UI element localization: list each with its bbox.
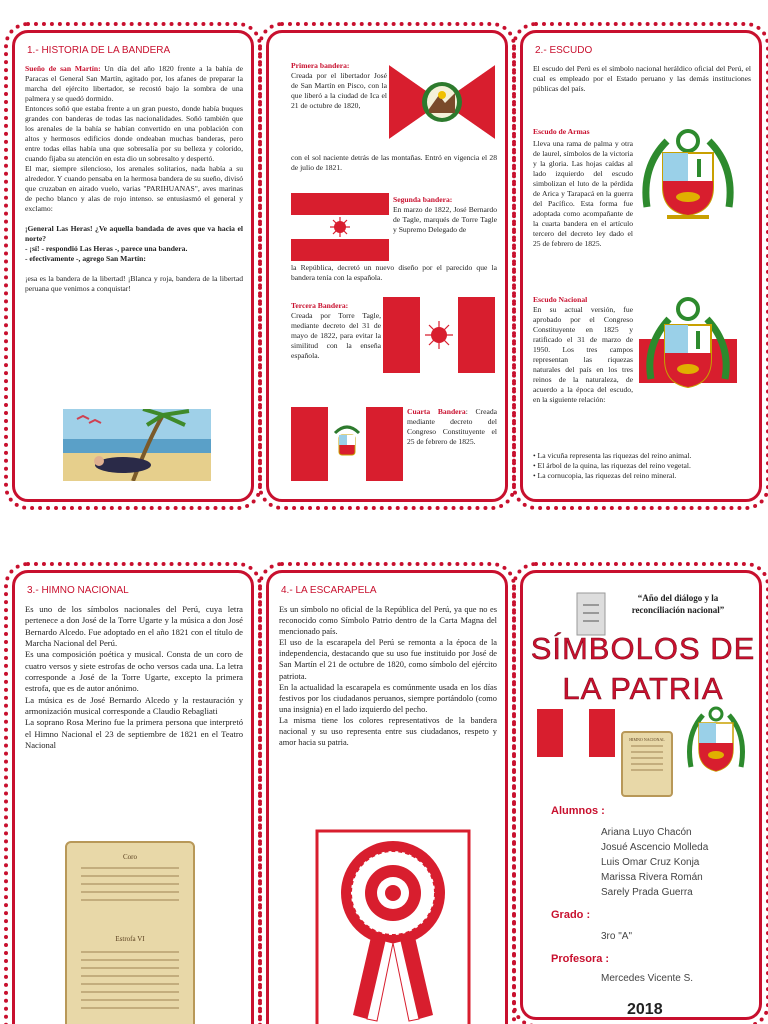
motto: “Año del diálogo y la reconciliación nacional”	[631, 593, 725, 615]
second-flag-image	[291, 193, 389, 261]
flag2-text	[393, 195, 497, 235]
profesora-value: Mercedes Vicente S.	[601, 973, 694, 984]
panel-banderas	[266, 30, 508, 502]
paragraph: Es uno de los símbolos nacionales del Perú, cuya letra pertenece a don José de la Torre Ugarte y la música a don José Bernardo Alcedo. Fue adoptado en el año 1821 con el título de Marcha Nacional del Perú.	[25, 604, 243, 649]
nacional-block	[533, 295, 633, 405]
coat-of-arms-small	[683, 705, 749, 777]
lead-label: Sueño de san Martín:	[25, 64, 101, 73]
armas-text	[533, 139, 633, 249]
alumnos-label: Alumnos :	[551, 805, 605, 817]
paragraph: En la actualidad la escarapela es comúnmente usada en los días festivos por los ciudadanos peruanos, siempre portándolo (como una insignia) en el lado izquierdo del pecho.	[279, 682, 497, 714]
flag1-text	[291, 61, 387, 111]
section-title: 2.- ESCUDO	[535, 45, 593, 56]
paragraph: Es una composición poética y musical. Consta de un coro de cuatro versos y siete estrofas de ocho versos cada una. La letra corresponde a José de la Torre Ugarte, excepto la primera estrofa, que es de autor anónimo.	[25, 649, 243, 694]
flag3-label: Tercera Bandera:	[291, 301, 349, 310]
panel-escudo	[520, 30, 762, 502]
paragraph: La soprano Rosa Merino fue la primera persona que interpretó el Himno Nacional el 23 de septiembre de 1821 en el Teatro Nacional	[25, 717, 243, 751]
panel-escarapela	[266, 570, 508, 1024]
paragraph: En marzo de 1822, José Bernardo de Tagle, marqués de Torre Tagle y Supremo Delegado de	[393, 205, 497, 235]
nacional-label: Escudo Nacional	[533, 295, 588, 304]
flag4-label: Cuarta Bandera	[407, 407, 466, 416]
san-martin-dream-illustration	[63, 409, 211, 481]
list-item: Luis Omar Cruz Konja	[601, 857, 700, 868]
escarapela-image	[315, 829, 471, 1024]
paragraph: Un día del año 1820 frente a la bahía de Paracas el General San Martín, agitado por, los afanes de preparar la marcha del ejército libertador, se recostó bajo la sombra de una palmera y se quedó dormido.	[25, 64, 244, 104]
peru-flag-image	[537, 709, 615, 757]
fourth-flag-image	[291, 407, 403, 481]
scroll-heading: HIMNO NACIONAL	[629, 737, 665, 742]
escudo-intro: El escudo del Perú es el símbolo nacional heráldico oficial del Perú, el cual es empleado por el Estado peruano y las demás instituciones públicas del país.	[533, 64, 751, 94]
year: 2018	[627, 1001, 663, 1018]
flag1-continuation: con el sol naciente detrás de las montañas. Entró en vigencia el 28 de julio de 1821.	[291, 153, 497, 173]
section-title: 3.- HIMNO NACIONAL	[27, 585, 129, 596]
list-item: Sarely Prada Guerra	[601, 887, 693, 898]
section-title: 4.- LA ESCARAPELA	[281, 585, 377, 596]
flag2-continuation: la República, decretó un nuevo diseño por el parecido que la bandera tenía con la española.	[291, 263, 497, 283]
paragraph: Entonces soñó que estaba frente a un gran puesto, donde había buques grandes con banderas de todas las nacionalidades. Soñó también que los arenales de la bahía se habían convertido en una población con altos y hermosos edificios donde ondeaban muchas banderas, pero entre todas ellas había una que sobresalía por su belleza y colorido, cuando fijaba su atención en esta dio un sobresalto y despertó.	[25, 104, 243, 164]
profesora-label: Profesora :	[551, 953, 610, 965]
grado-label: Grado :	[551, 909, 591, 921]
scroll-heading: Coro	[123, 853, 137, 861]
anthem-scroll-image	[65, 841, 195, 1024]
panel-cover	[520, 570, 762, 1020]
nacional-text: En su actual versión, fue aprobado por el Congreso Constituyente en 1825 y ratificado el 31 de marzo de 1950. Los tres campos representan las riquezas naturales del país en los tres reinos de la naturaleza, de acuerdo a la época del escudo, en la siguiente relación:	[533, 305, 633, 405]
students-list	[601, 825, 708, 900]
coat-of-arms-image	[637, 127, 739, 223]
paragraph: El mar, siempre silencioso, los arenales solitarios, nada había a su alrededor. Y cuando pensaba en la hermosa bandera de su sueño, divisó que cruzaban en airado vuelo, varias "PARIHUANAS", aves marinas de pecho blanco y alas de rojo intenso. se entusiasmó el general y exclamo:	[25, 164, 243, 214]
himno-text	[25, 604, 243, 751]
section-title: 1.- HISTORIA DE LA BANDERA	[27, 45, 171, 56]
panel-historia-bandera	[12, 30, 254, 502]
bullets-list	[533, 451, 743, 481]
flag4-text	[407, 407, 497, 447]
panel-himno	[12, 570, 254, 1024]
paragraph: La misma tiene los colores representativos de la bandera nacional y su uso representa entre sus ciudadanos, respeto y amor hacia su patria.	[279, 715, 497, 748]
paragraph: La música es de José Bernardo Alcedo y la restauración y armonización musical corresponde a Claudio Rebagliati	[25, 694, 243, 717]
list-item: • La vicuña representa las riquezas del reino animal.	[533, 451, 692, 460]
history-text	[25, 64, 243, 294]
grado-value: 3ro "A"	[601, 931, 633, 942]
list-item: Marissa Rivera Román	[601, 872, 703, 883]
paragraph: El uso de la escarapela del Perú se remonta a la época de la independencia, destacando que su uso fue instituido por José de San Martín el 21 de octubre de 1820, como símbolo del ejército patriota.	[279, 638, 497, 681]
paragraph: Creada por el libertador José de San Martín en Pisco, con la que liberó a la ciudad de Ica el 21 de octubre de 1820,	[291, 71, 387, 111]
dialogue-line: - ¡sí! - respondió Las Heras -, parece una bandera.	[25, 244, 188, 254]
list-item: • El árbol de la quina, las riquezas del reino vegetal.	[533, 461, 691, 471]
dialogue-line: ¡General Las Heras! ¿Ve aquella bandada de aves que va hacia el norte?	[25, 224, 243, 244]
third-flag-image	[383, 297, 495, 373]
dialogue-line: - efectivamente -, agrego San Martín:	[25, 254, 146, 264]
paragraph: Creada por Torre Tagle, mediante decreto del 31 de mayo de 1822, para evitar la similitud con la enseña española.	[291, 311, 381, 361]
first-flag-image	[389, 65, 495, 139]
flag1-label: Primera bandera:	[291, 61, 350, 70]
list-item: Ariana Luyo Chacón	[601, 827, 692, 838]
escarapela-text	[279, 604, 497, 748]
paragraph: Es un símbolo no oficial de la República del Perú, ya que no es reconocido como Símbolo Patrio dentro de la Carta Magna del mencionado país.	[279, 605, 497, 637]
page-title-line2: LA PATRIA	[562, 671, 724, 706]
paragraph: : Creada mediante decreto del Congreso Constituyente el 25 de febrero de 1825.	[407, 407, 497, 447]
list-item: • La cornucopia, las riquezas del reino mineral.	[533, 471, 677, 481]
paragraph: ¡esa es la bandera de la libertad! ¡Blanca y roja, bandera de la libertad peruana que venimos a conquistar!	[25, 274, 243, 294]
paragraph: Lleva una rama de palma y otra de laurel, símbolos de la victoria y la gloria. Las hojas caídas al lado izquierdo del escudo simbolizan el luto de la pérdida de Arica y Tarapacá en la guerra del Pacífico. Esta forma fue adoptada como acompañante de la cuarta bandera en el artículo tercero del decreto ley dado el 25 de febrero de 1825.	[533, 139, 633, 249]
list-item: Josué Ascencio Molleda	[601, 842, 709, 853]
scroll-heading: Estrofa VI	[115, 935, 145, 943]
flag2-label: Segunda bandera:	[393, 195, 453, 204]
flag3-text	[291, 301, 381, 361]
armas-block	[533, 127, 631, 137]
national-shield-image	[637, 295, 739, 399]
anthem-scroll-small	[621, 731, 673, 797]
page-title-line1: SÍMBOLOS DE	[530, 631, 756, 666]
armas-label: Escudo de Armas	[533, 127, 590, 136]
